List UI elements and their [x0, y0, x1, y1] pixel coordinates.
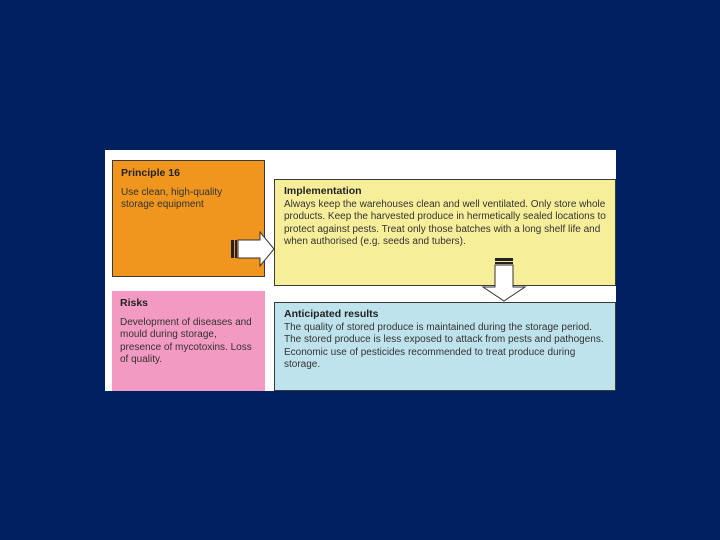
principle-text: Use clean, high-quality storage equipment	[121, 187, 223, 211]
risks-title: Risks	[120, 297, 149, 309]
implementation-title: Implementation	[284, 185, 362, 197]
arrow-right-icon	[230, 230, 276, 268]
arrow-down-icon	[481, 257, 527, 303]
implementation-box	[274, 179, 616, 286]
results-text: The quality of stored produce is maintained during the storage period. The stored produce is less exposed to attack from pests and pathogens. Economic use of pesticides recommended to treat produce during storage.	[284, 322, 604, 370]
results-box	[274, 302, 616, 391]
results-title: Anticipated results	[284, 308, 379, 320]
principle-title: Principle 16	[121, 167, 180, 179]
implementation-text: Always keep the warehouses clean and well ventilated. Only store whole products. Keep the harvested produce in hermetically sealed locations to protect against pests. Treat only those batches with a long shelf life and when authorised (e.g. seeds and tubers).	[284, 199, 606, 247]
principle-diagram	[105, 150, 616, 391]
risks-text: Development of diseases and mould during storage, presence of mycotoxins. Loss of quality.	[120, 317, 252, 365]
risks-box	[112, 291, 265, 391]
